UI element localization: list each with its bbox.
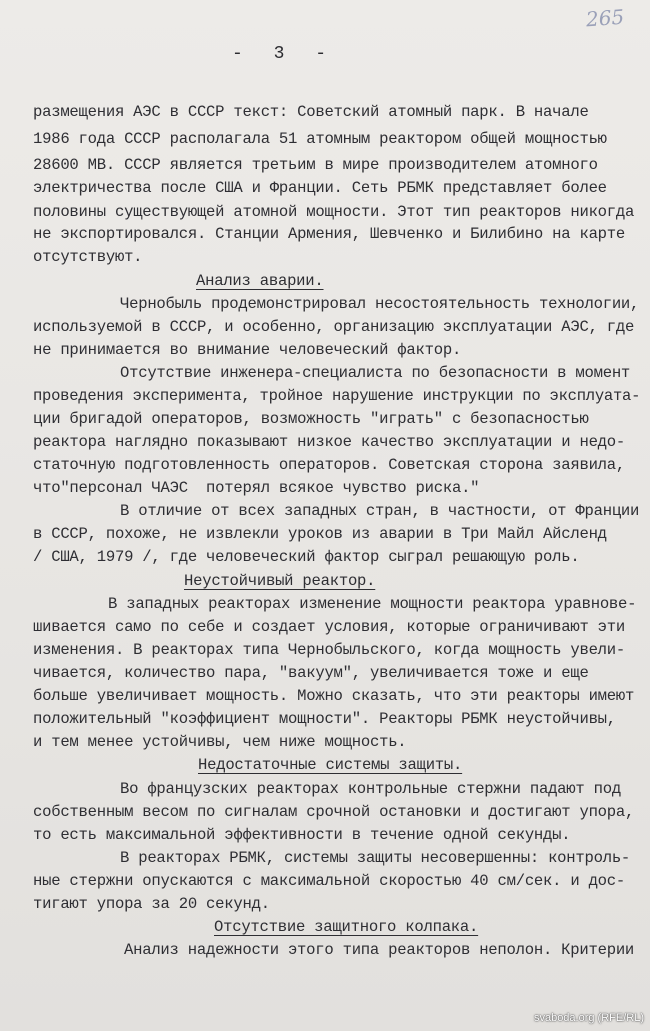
archive-page-number: 265 bbox=[585, 4, 625, 32]
text-line: Анализ надежности этого типа реакторов неполон. Критерии bbox=[124, 941, 635, 959]
text-line: / США, 1979 /, где человеческий фактор сыграл решающую роль. bbox=[33, 548, 580, 566]
text-line: 1986 года СССР располагала 51 атомным реактором общей мощностью bbox=[33, 130, 607, 148]
text-line: и тем менее устойчивы, чем ниже мощность. bbox=[33, 733, 407, 751]
text-line: Во французских реакторах контрольные стержни падают под bbox=[120, 780, 621, 798]
text-line: статочную подготовленность операторов. Советская сторона заявила, bbox=[33, 456, 626, 474]
text-line: в СССР, похоже, не извлекли уроков из аварии в Три Майл Айсленд bbox=[33, 525, 607, 543]
text-line: собственным весом по сигналам срочной остановки и достигают упора, bbox=[33, 803, 635, 821]
text-line: шивается само по себе и создает условия, которые ограничивают эти bbox=[33, 618, 626, 636]
text-line: не экспортировался. Станции Армения, Шевченко и Билибино на карте bbox=[33, 225, 626, 243]
text-line: ции бригадой операторов, возможность "играть" с безопасностью bbox=[33, 410, 589, 428]
text-line: электричества после США и Франции. Сеть РБМК представляет более bbox=[33, 179, 607, 197]
text-line: половины существующей атомной мощности. Этот тип реакторов никогда bbox=[33, 203, 635, 221]
text-line: Отсутствие инженера-специалиста по безопасности в момент bbox=[120, 364, 631, 382]
text-line: В отличие от всех западных стран, в частности, от Франции bbox=[120, 502, 640, 520]
text-line: 28600 МВ. СССР является третьим в мире производителем атомного bbox=[33, 156, 598, 174]
section-heading: Неустойчивый реактор. bbox=[184, 572, 376, 590]
section-heading: Анализ аварии. bbox=[196, 272, 324, 290]
text-line: что"персонал ЧАЭС потерял всякое чувство риска." bbox=[33, 479, 480, 497]
text-line: положительный "коэффициент мощности". Реакторы РБМК неустойчивы, bbox=[33, 710, 616, 728]
text-line: изменения. В реакторах типа Чернобыльского, когда мощность увели- bbox=[33, 641, 626, 659]
text-line: проведения эксперимента, тройное нарушение инструкции по эксплуата- bbox=[33, 387, 641, 405]
text-line: отсутствуют. bbox=[33, 248, 143, 266]
text-line: Чернобыль продемонстрировал несостоятельность технологии, bbox=[120, 295, 640, 313]
text-line: то есть максимальной эффективности в течение одной секунды. bbox=[33, 826, 571, 844]
text-line: не принимается во внимание человеческий фактор. bbox=[33, 341, 462, 359]
source-watermark: svaboda.org (RFE/RL) bbox=[533, 1012, 644, 1024]
text-line: реактора наглядно показывают низкое качество эксплуатации и недо- bbox=[33, 433, 626, 451]
text-line: В западных реакторах изменение мощности реактора уравнове- bbox=[108, 595, 637, 613]
text-line: больше увеличивает мощность. Можно сказать, что эти реакторы имеют bbox=[33, 687, 635, 705]
text-line: чивается, количество пара, "вакуум", увеличивается тоже и еще bbox=[33, 664, 589, 682]
text-line: ные стержни опускаются с максимальной скоростью 40 см/сек. и дос- bbox=[33, 872, 626, 890]
text-line: В реакторах РБМК, системы защиты несовершенны: контроль- bbox=[120, 849, 631, 867]
text-line: размещения АЭС в СССР текст: Советский атомный парк. В начале bbox=[33, 103, 589, 121]
section-heading: Отсутствие защитного колпака. bbox=[214, 918, 479, 936]
text-line: используемой в СССР, и особенно, организацию эксплуатации АЭС, где bbox=[33, 318, 635, 336]
section-heading: Недостаточные системы защиты. bbox=[198, 756, 463, 774]
text-line: тигают упора за 20 секунд. bbox=[33, 895, 270, 913]
page-number: - 3 - bbox=[232, 44, 337, 64]
